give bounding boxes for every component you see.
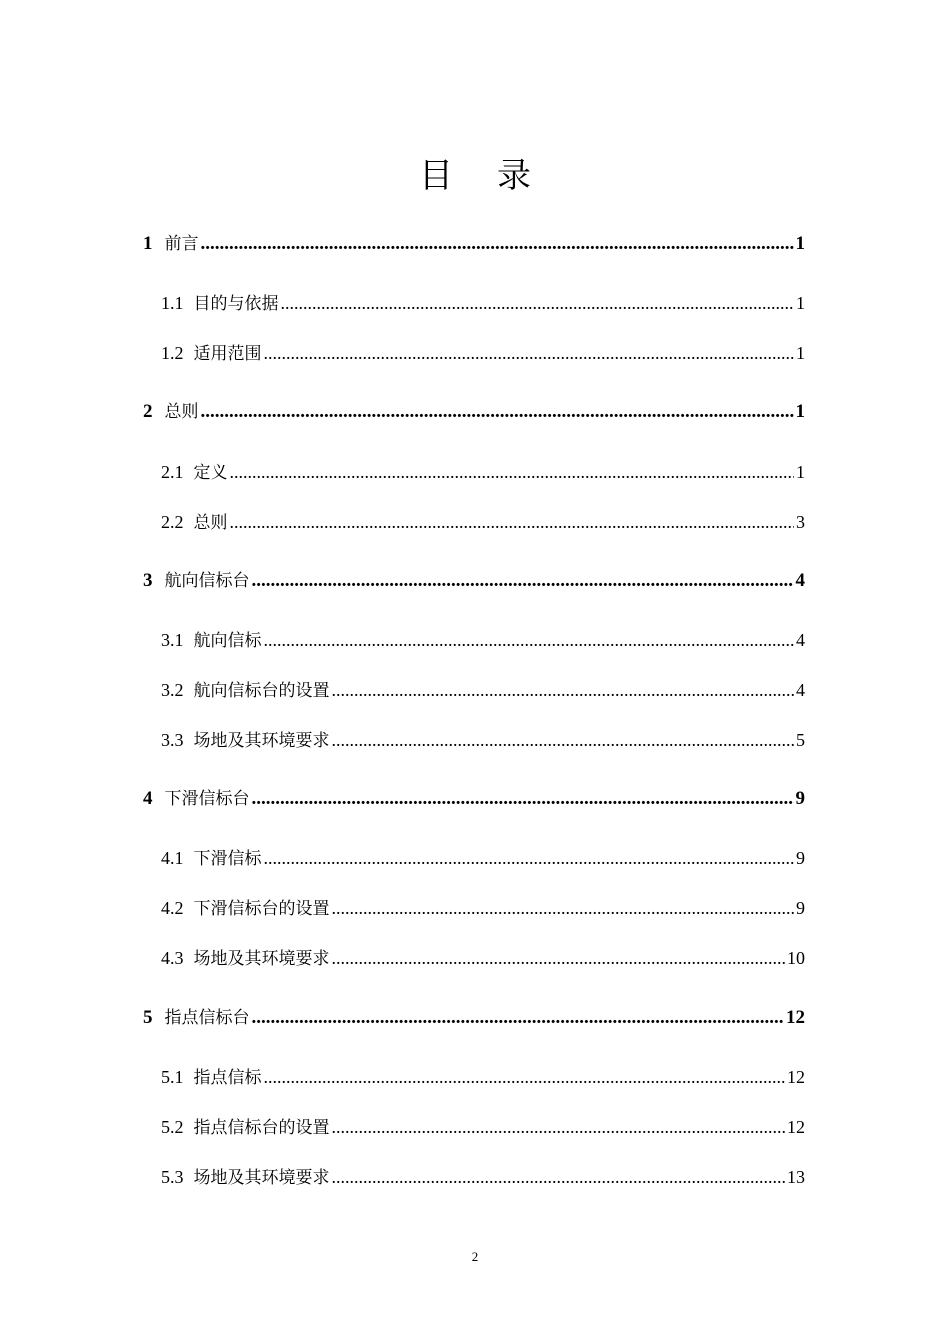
toc-entry-label: 下滑信标 [193,849,262,869]
toc-entry-number: 5.2 [161,1117,184,1137]
toc-entry-number: 5.1 [161,1067,184,1087]
toc-entry-page: 9 [795,788,805,809]
toc-dot-leader [264,338,795,368]
toc-entry-number: 4.2 [161,898,184,918]
toc-entry-label: 目的与依据 [193,294,279,314]
toc-entry-label: 下滑信标台的设置 [193,899,330,919]
toc-entry-number: 4.3 [161,948,184,968]
toc-entry-label: 适用范围 [193,344,262,364]
toc-dot-leader [201,397,794,427]
toc-entry-page: 12 [787,1067,805,1087]
toc-entry-number: 1.2 [161,343,184,363]
toc-entry-number: 3.2 [161,680,184,700]
toc-entry-label: 指点信标 [193,1068,262,1088]
toc-dot-leader [252,1003,785,1033]
toc-entry-page: 13 [787,1167,805,1187]
toc-entry-label: 前言 [164,234,199,254]
toc-entry-label: 航向信标 [193,631,262,651]
toc-entry-number: 4 [143,788,153,809]
toc-entry-page: 1 [795,401,805,422]
toc-section-entry[interactable] [161,1112,805,1142]
toc-chapter-entry[interactable] [143,566,805,596]
toc-dot-leader [332,675,795,705]
toc-entry-page: 4 [796,630,805,650]
toc-entry-label: 定义 [193,463,228,483]
toc-entry-page: 5 [796,730,805,750]
toc-entry-number: 2 [143,401,153,422]
toc-entry-label: 场地及其环境要求 [193,1168,330,1188]
toc-entry-page: 9 [796,848,805,868]
toc-entry-number: 5.3 [161,1167,184,1187]
toc-section-entry[interactable] [161,893,805,923]
toc-entry-page: 12 [786,1007,805,1028]
toc-dot-leader [264,625,795,655]
toc-entry-number: 2.2 [161,512,184,532]
toc-section-entry[interactable] [161,1062,805,1092]
toc-entry-label: 航向信标台 [164,571,250,591]
toc-entry-label: 指点信标台的设置 [193,1118,330,1138]
toc-entry-number: 2.1 [161,462,184,482]
toc-entry-number: 1 [143,233,153,254]
toc-dot-leader [252,784,794,814]
toc-entry-page: 4 [795,570,805,591]
toc-entry-label: 指点信标台 [164,1008,250,1028]
toc-entry-page: 12 [787,1117,805,1137]
toc-entry-number: 5 [143,1007,153,1028]
toc-section-entry[interactable] [161,457,805,487]
page-title: 目录 [419,156,575,196]
toc-section-entry[interactable] [161,843,805,873]
toc-dot-leader [332,1162,786,1192]
toc-chapter-entry[interactable] [143,784,805,814]
toc-section-entry[interactable] [161,507,805,537]
toc-dot-leader [264,843,795,873]
toc-dot-leader [281,288,795,318]
toc-chapter-entry[interactable] [143,1003,805,1033]
toc-section-entry[interactable] [161,725,805,755]
toc-chapter-entry[interactable] [143,229,805,259]
toc-chapter-entry[interactable] [143,397,805,427]
toc-entry-number: 4.1 [161,848,184,868]
toc-section-entry[interactable] [161,288,805,318]
toc-entry-number: 3.1 [161,630,184,650]
toc-entry-label: 总则 [164,402,199,422]
toc-dot-leader [332,893,795,923]
toc-entry-page: 4 [796,680,805,700]
toc-dot-leader [332,943,786,973]
toc-dot-leader [332,725,795,755]
toc-entry-page: 1 [796,462,805,482]
toc-entry-label: 场地及其环境要求 [193,731,330,751]
toc-entry-page: 1 [796,293,805,313]
toc-entry-page: 1 [796,343,805,363]
toc-entry-label: 总则 [193,513,228,533]
toc-entry-page: 1 [795,233,805,254]
toc-dot-leader [201,229,794,259]
toc-entry-page: 10 [787,948,805,968]
toc-section-entry[interactable] [161,1162,805,1192]
toc-entry-label: 场地及其环境要求 [193,949,330,969]
toc-entry-number: 1.1 [161,293,184,313]
toc-dot-leader [252,566,794,596]
page-number: 2 [471,1249,479,1264]
toc-section-entry[interactable] [161,338,805,368]
toc-section-entry[interactable] [161,625,805,655]
toc-entry-page: 9 [796,898,805,918]
toc-entry-label: 下滑信标台 [164,789,250,809]
toc-dot-leader [332,1112,786,1142]
toc-entry-number: 3 [143,570,153,591]
toc-entry-label: 航向信标台的设置 [193,681,330,701]
toc-dot-leader [264,1062,786,1092]
toc-section-entry[interactable] [161,943,805,973]
toc-entry-number: 3.3 [161,730,184,750]
toc-entry-page: 3 [796,512,805,532]
toc-section-entry[interactable] [161,675,805,705]
toc-dot-leader [230,457,795,487]
toc-dot-leader [230,507,795,537]
